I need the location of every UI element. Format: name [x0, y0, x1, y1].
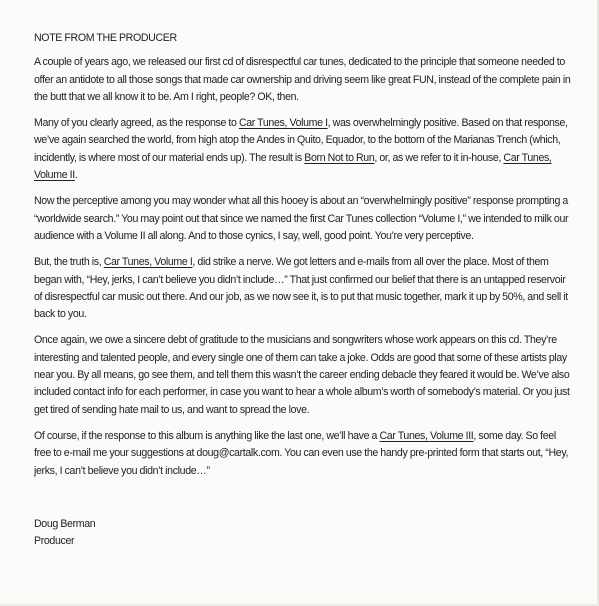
- paragraph-response: [34, 115, 574, 184]
- paragraph-closing: [34, 428, 574, 480]
- album-title-born-not-to-run: Born Not to Run: [304, 151, 375, 164]
- album-title-car-tunes-volume-1: Car Tunes, Volume I: [238, 117, 328, 130]
- signature-block: [34, 516, 574, 551]
- paragraph-text: Now the perceptive among you may wonder what all this hooey is about an “overwhelmingly positive” response prompting a “worldwide search.” You may point out that since we named the first Car Tunes collection “Volume I,” we intended to milk our audience with a Volume II all along. And to those cynics, I say, well, good point. You’re very perceptive.: [34, 195, 569, 242]
- paragraph-text: , was overwhelmingly positive. Based on that response, we’ve again searched the world, from high atop the Andes in Quito, Equador, to the bottom of the Marianas Trench (which, incidently, is where most of our material ends up). The result is: [34, 117, 568, 164]
- paragraph-text: Many of you clearly agreed, as the response to: [34, 117, 239, 130]
- paragraph-text: A couple of years ago, we released our first cd of disrespectful car tunes, dedicated to the principle that someone needed to offer an antidote to all those songs that made car ownership and driving seem like great FUN, instead of the complete pain in the butt that we all know it to be. Am I right, people? OK, then.: [34, 56, 571, 103]
- note-body: [34, 30, 574, 550]
- paragraph-truth: [34, 254, 574, 323]
- paragraph-gratitude: [34, 332, 574, 418]
- album-title-car-tunes-volume-3: Car Tunes, Volume III: [379, 429, 474, 442]
- paragraph-perceptive: [34, 193, 574, 245]
- paragraph-text: But, the truth is,: [34, 256, 104, 269]
- paragraph-text: .: [74, 169, 78, 182]
- page-title: NOTE FROM THE PRODUCER: [34, 32, 177, 44]
- paragraph-text: , or, as we refer to it in-house,: [374, 151, 504, 164]
- paragraph-intro: [34, 54, 574, 106]
- signature-name: Doug Berman: [34, 517, 96, 530]
- paragraph-text: , did strike a nerve. We got letters and e-mails from all over the place. Most of them began with, “Hey, jerks, I can’t believe you didn’t include…” That just confirmed our belief that there is an untapped reservoir of disrespectful car music out there. And our job, as we now see it, is to put that music together, mark it up by 50%, and sell it back to you.: [34, 256, 568, 321]
- paragraph-text: , some day. So feel free to e-mail me your suggestions at doug@cartalk.com. You can even use the handy pre-printed form that starts out, “Hey, jerks, I can’t believe you didn’t include…”: [34, 429, 569, 477]
- paragraph-text: Once again, we owe a sincere debt of gratitude to the musicians and songwriters whose work appears on this cd. They’re interesting and talented people, and every single one of them can take a joke. Odds are good that some of these artists play near you. By all means, go see them, and tell them this wasn’t the career ending debacle they feared it would be. We’ve also included contact info for each performer, in case you want to hear a whole album’s worth of somebody’s material. Or you just get tired of sending hate mail to us, and want to spread the love.: [34, 334, 570, 416]
- album-title-car-tunes-volume-2: Car Tunes, Volume II: [34, 151, 552, 182]
- signature-title: Producer: [34, 535, 75, 548]
- album-title-car-tunes-volume-1: Car Tunes, Volume I: [103, 256, 193, 269]
- paragraph-text: Of course, if the response to this album is anything like the last one, we’ll have a: [34, 429, 380, 442]
